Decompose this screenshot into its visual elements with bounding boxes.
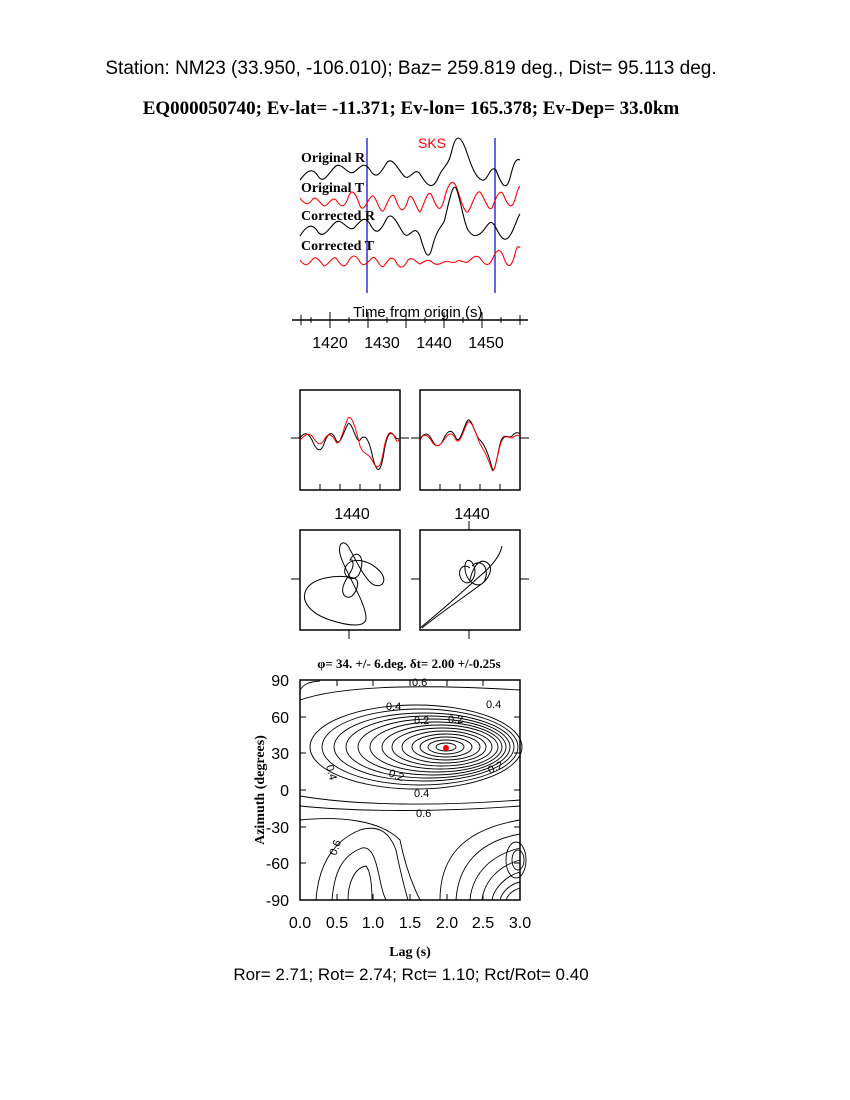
label-corrected-t: Corrected T xyxy=(301,239,374,254)
svg-text:0.2: 0.2 xyxy=(386,767,406,785)
sks-phase-label: SKS xyxy=(417,135,447,151)
svg-text:0.6: 0.6 xyxy=(327,838,345,858)
x-axis-label: Lag (s) xyxy=(389,945,431,960)
time-axis-title: Time from origin (s) xyxy=(353,304,483,321)
time-tick-label: 1450 xyxy=(468,335,504,352)
svg-text:0.4: 0.4 xyxy=(486,699,502,711)
time-tick-label: 1430 xyxy=(364,335,400,352)
y-tick-label: -60 xyxy=(265,856,289,873)
label-corrected-r: Corrected R xyxy=(301,209,375,224)
svg-text:0.2: 0.2 xyxy=(448,714,464,726)
x-tick-label: 3.0 xyxy=(508,915,532,932)
time-tick-label: 1420 xyxy=(312,335,348,352)
svg-text:0.6: 0.6 xyxy=(412,677,428,689)
overlay-left-radial xyxy=(300,424,400,470)
svg-text:0.2: 0.2 xyxy=(414,715,430,727)
x-tick-label: 2.0 xyxy=(435,915,459,932)
svg-text:0.4: 0.4 xyxy=(386,701,402,713)
overlay-right-tick-label: 1440 xyxy=(454,506,490,523)
svg-text:0.2: 0.2 xyxy=(486,759,506,777)
y-tick-label: 0 xyxy=(280,783,289,800)
particle-motion-right-path xyxy=(420,546,502,628)
ratio-summary: Ror= 2.71; Rot= 2.74; Rct= 1.10; Rct/Rot= 0.40 xyxy=(233,965,589,984)
station-info: Station: NM23 (33.950, -106.010); Baz= 259.819 deg., Dist= 95.113 deg. xyxy=(105,58,717,79)
overlay-panel-right xyxy=(411,390,529,523)
grid-search-title: φ= 34. +/- 6.deg. δt= 2.00 +/-0.25s xyxy=(317,656,501,671)
y-axis-label: Azimuth (degrees) xyxy=(253,735,268,845)
particle-motion-left xyxy=(291,530,400,639)
particle-motion-left-path xyxy=(304,543,383,625)
overlay-right-transverse xyxy=(420,422,520,471)
overlay-left-tick-label: 1440 xyxy=(334,506,370,523)
label-original-r: Original R xyxy=(301,151,366,166)
svg-text:0.6: 0.6 xyxy=(416,808,432,820)
y-tick-label: 90 xyxy=(271,673,289,690)
y-tick-label: 60 xyxy=(271,710,289,727)
y-tick-label: -30 xyxy=(265,820,289,837)
x-tick-label: 1.0 xyxy=(361,915,385,932)
best-fit-marker xyxy=(443,745,449,751)
svg-text:0.4: 0.4 xyxy=(414,788,430,800)
overlay-panel-left xyxy=(291,390,409,523)
waveform-panel xyxy=(292,135,528,352)
grid-search-plot xyxy=(253,656,531,960)
event-info: EQ000050740; Ev-lat= -11.371; Ev-lon= 165.378; Ev-Dep= 33.0km xyxy=(142,98,680,119)
x-tick-label: 1.5 xyxy=(398,915,422,932)
x-tick-label: 0.0 xyxy=(288,915,312,932)
y-tick-label: -90 xyxy=(265,893,289,910)
label-original-t: Original T xyxy=(301,181,365,196)
time-tick-label: 1440 xyxy=(416,335,452,352)
y-tick-label: 30 xyxy=(271,746,289,763)
x-tick-label: 2.5 xyxy=(471,915,495,932)
particle-motion-right xyxy=(411,521,529,639)
svg-text:0.4: 0.4 xyxy=(323,763,339,782)
x-tick-label: 0.5 xyxy=(325,915,349,932)
